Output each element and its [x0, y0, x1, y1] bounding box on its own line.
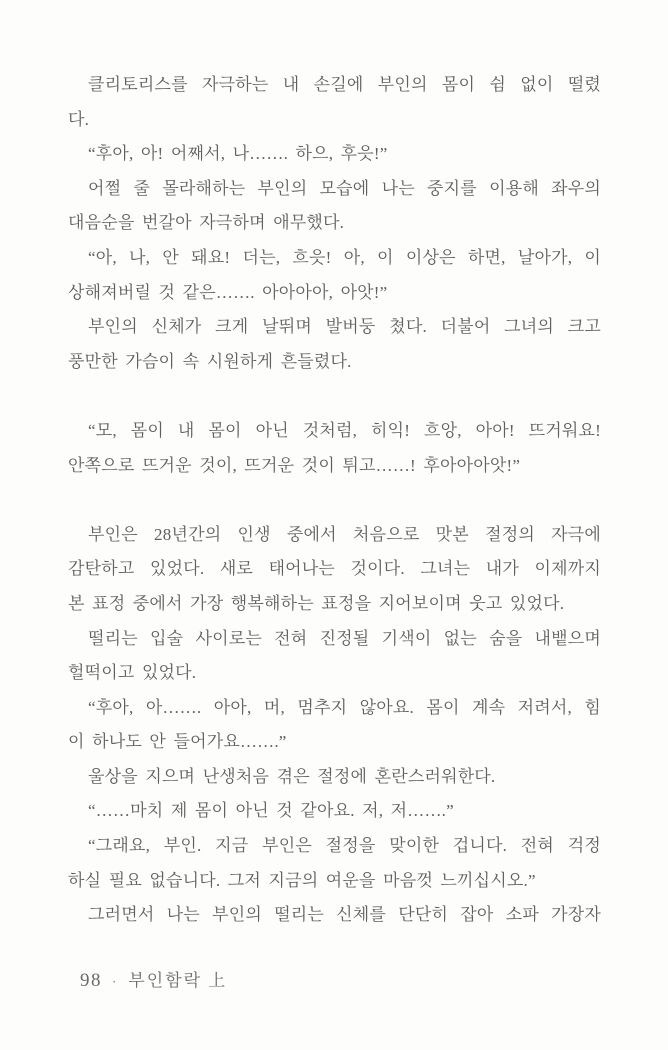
text-line: 다.	[68, 109, 90, 129]
text-line: 헐떡이고 있었다.	[68, 663, 197, 683]
text-line: “……마치 제 몸이 아닌 것 같아요. 저, 저…….”	[88, 801, 454, 821]
text-line: “그래요, 부인. 지금 부인은 절정을 맞이한 겁니다. 전혀 걱정	[88, 836, 601, 856]
text-line: 안쪽으로 뜨거운 것이, 뜨거운 것이 튀고……! 후아아아앗!”	[68, 455, 521, 475]
body-text	[68, 68, 601, 933]
text-line: “후아, 아……. 아아, 머, 멈추지 않아요. 몸이 계속 저려서, 힘	[88, 697, 601, 717]
text-line: 울상을 지으며 난생처음 겪은 절정에 혼란스러워한다.	[88, 766, 496, 786]
text-line: 본 표정 중에서 가장 행복해하는 표정을 지어보이며 웃고 있었다.	[68, 593, 565, 613]
page-number: 98	[80, 970, 102, 991]
page-footer	[80, 966, 227, 992]
text-line: 하실 필요 없습니다. 그저 지금의 여운을 마음껏 느끼십시오.”	[68, 870, 536, 890]
book-title: 부인함락 上	[128, 971, 228, 990]
text-line: 어쩔 줄 몰라해하는 부인의 모습에 나는 중지를 이용해 좌우의	[88, 178, 601, 198]
text-line: 부인의 신체가 크게 날뛰며 발버둥 쳤다. 더불어 그녀의 크고	[88, 317, 601, 337]
blank-line	[68, 483, 601, 518]
text-line: 클리토리스를 자극하는 내 손길에 부인의 몸이 쉼 없이 떨렸	[88, 75, 601, 94]
separator-dot: ·	[112, 974, 117, 989]
text-line: 떨리는 입술 사이로는 전혀 진정될 기색이 없는 숨을 내뱉으며	[88, 628, 601, 648]
text-line: 상해져버릴 것 같은……. 아아아아, 아앗!”	[68, 282, 388, 302]
text-line: 감탄하고 있었다. 새로 태어나는 것이다. 그녀는 내가 이제까지	[68, 559, 601, 579]
blank-line	[68, 379, 601, 414]
text-line: “아, 나, 안 돼요! 더는, 흐읏! 아, 이 이상은 하면, 날아가, 이	[88, 247, 601, 267]
text-line: “모, 몸이 내 몸이 아닌 것처럼, 히익! 흐앙, 아아! 뜨거워요!	[88, 420, 601, 440]
text-line: 대음순을 번갈아 자극하며 애무했다.	[68, 213, 345, 233]
text-line: 이 하나도 안 들어가요…….”	[68, 732, 287, 752]
text-line: 부인은 28년간의 인생 중에서 처음으로 맛본 절정의 자극에	[88, 524, 601, 544]
text-line: 그러면서 나는 부인의 떨리는 신체를 단단히 잡아 소파 가장자	[88, 905, 601, 925]
text-line: “후아, 아! 어째서, 나……. 하으, 후읏!”	[88, 144, 388, 164]
text-line: 풍만한 가슴이 속 시원하게 흔들렸다.	[68, 351, 352, 371]
